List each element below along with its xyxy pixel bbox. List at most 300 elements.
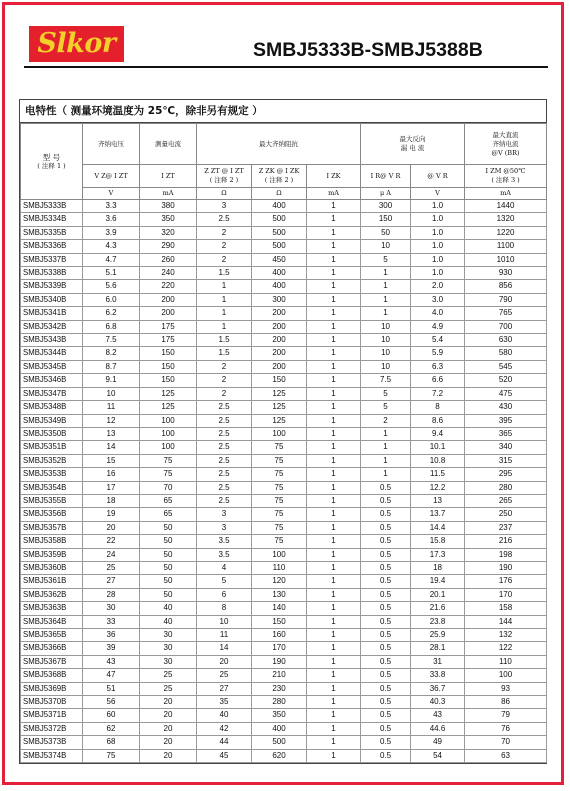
sub-zzk	[252, 165, 307, 188]
value-cell: 200	[252, 320, 307, 333]
table-row	[21, 561, 547, 574]
part-number-cell: SMBJ5372B	[21, 722, 83, 735]
value-cell: 1	[361, 307, 411, 320]
value-cell: 580	[465, 347, 547, 360]
value-cell: 11.5	[411, 468, 465, 481]
part-number-cell: SMBJ5356B	[21, 508, 83, 521]
table-row	[21, 401, 547, 414]
value-cell: 765	[465, 307, 547, 320]
value-cell: 19	[83, 508, 140, 521]
value-cell: 1	[307, 226, 361, 239]
value-cell: 70	[465, 736, 547, 749]
group-max-impedance: 最大齐纳阻抗	[197, 124, 361, 165]
value-cell: 0.5	[361, 655, 411, 668]
value-cell: 3.5	[197, 535, 252, 548]
part-number-cell: SMBJ5340B	[21, 293, 83, 306]
value-cell: 1100	[465, 240, 547, 253]
sub-zzt	[197, 165, 252, 188]
value-cell: 198	[465, 548, 547, 561]
value-cell: 0.5	[361, 709, 411, 722]
value-cell: 630	[465, 334, 547, 347]
value-cell: 5.9	[411, 347, 465, 360]
value-cell: 65	[140, 508, 197, 521]
value-cell: 2.5	[197, 454, 252, 467]
value-cell: 2.5	[197, 494, 252, 507]
value-cell: 365	[465, 427, 547, 440]
value-cell: 1.0	[411, 267, 465, 280]
value-cell: 132	[465, 629, 547, 642]
value-cell: 0.5	[361, 722, 411, 735]
value-cell: 125	[252, 401, 307, 414]
value-cell: 2	[197, 253, 252, 266]
value-cell: 75	[83, 749, 140, 762]
part-number-cell: SMBJ5361B	[21, 575, 83, 588]
value-cell: 63	[465, 749, 547, 762]
value-cell: 13	[411, 494, 465, 507]
value-cell: 1	[307, 307, 361, 320]
part-number-cell: SMBJ5333B	[21, 200, 83, 213]
value-cell: 1	[307, 722, 361, 735]
value-cell: 216	[465, 535, 547, 548]
group-leakage-line2: 漏 电 流	[400, 144, 425, 152]
value-cell: 350	[140, 213, 197, 226]
value-cell: 1.0	[411, 253, 465, 266]
table-row	[21, 642, 547, 655]
value-cell: 75	[252, 494, 307, 507]
value-cell: 10	[361, 240, 411, 253]
table-row	[21, 427, 547, 440]
value-cell: 2	[197, 374, 252, 387]
col-type-label: 型 号	[42, 152, 61, 162]
group-surge	[465, 124, 547, 165]
unit-izm: mA	[465, 188, 547, 200]
table-row	[21, 494, 547, 507]
value-cell: 450	[252, 253, 307, 266]
value-cell: 75	[252, 508, 307, 521]
value-cell: 6.6	[411, 374, 465, 387]
value-cell: 25	[197, 669, 252, 682]
value-cell: 4.9	[411, 320, 465, 333]
value-cell: 200	[140, 307, 197, 320]
value-cell: 70	[140, 481, 197, 494]
value-cell: 22	[83, 535, 140, 548]
value-cell: 0.5	[361, 508, 411, 521]
value-cell: 60	[83, 709, 140, 722]
value-cell: 100	[140, 441, 197, 454]
table-row	[21, 736, 547, 749]
value-cell: 1.5	[197, 267, 252, 280]
value-cell: 28.1	[411, 642, 465, 655]
part-number-cell: SMBJ5359B	[21, 548, 83, 561]
value-cell: 30	[140, 629, 197, 642]
value-cell: 10	[361, 360, 411, 373]
value-cell: 930	[465, 267, 547, 280]
value-cell: 1	[307, 454, 361, 467]
value-cell: 7.5	[361, 374, 411, 387]
value-cell: 1	[307, 280, 361, 293]
value-cell: 1	[307, 629, 361, 642]
value-cell: 190	[252, 655, 307, 668]
part-number-cell: SMBJ5371B	[21, 709, 83, 722]
value-cell: 1	[307, 615, 361, 628]
value-cell: 0.5	[361, 749, 411, 762]
value-cell: 2.5	[197, 414, 252, 427]
part-number-cell: SMBJ5360B	[21, 561, 83, 574]
group-surge-line2: 齐纳电流	[492, 139, 519, 148]
value-cell: 0.5	[361, 602, 411, 615]
value-cell: 13	[83, 427, 140, 440]
value-cell: 1440	[465, 200, 547, 213]
table-row	[21, 696, 547, 709]
value-cell: 6.8	[83, 320, 140, 333]
value-cell: 6	[197, 588, 252, 601]
value-cell: 150	[252, 615, 307, 628]
value-cell: 20.1	[411, 588, 465, 601]
value-cell: 1	[307, 347, 361, 360]
value-cell: 160	[252, 629, 307, 642]
table-row	[21, 240, 547, 253]
value-cell: 3	[197, 508, 252, 521]
value-cell: 54	[411, 749, 465, 762]
value-cell: 400	[252, 267, 307, 280]
value-cell: 1	[361, 267, 411, 280]
unit-ir: μ A	[361, 188, 411, 200]
value-cell: 1	[307, 736, 361, 749]
table-row	[21, 722, 547, 735]
value-cell: 31	[411, 655, 465, 668]
value-cell: 43	[411, 709, 465, 722]
sub-zzk-label: Z ZK @ I ZK	[258, 167, 300, 175]
value-cell: 1.0	[411, 200, 465, 213]
part-number-cell: SMBJ5354B	[21, 481, 83, 494]
part-number-cell: SMBJ5366B	[21, 642, 83, 655]
value-cell: 1	[307, 655, 361, 668]
value-cell: 0.5	[361, 561, 411, 574]
value-cell: 25	[83, 561, 140, 574]
value-cell: 1	[197, 320, 252, 333]
value-cell: 20	[140, 722, 197, 735]
value-cell: 200	[140, 293, 197, 306]
value-cell: 130	[252, 588, 307, 601]
value-cell: 2.5	[197, 481, 252, 494]
value-cell: 6.0	[83, 293, 140, 306]
value-cell: 350	[252, 709, 307, 722]
part-number-cell: SMBJ5350B	[21, 427, 83, 440]
table-caption: 电特性（ 测量环境温度为 25℃，除非另有规定 ）	[20, 100, 546, 123]
value-cell: 4.3	[83, 240, 140, 253]
value-cell: 100	[252, 427, 307, 440]
part-number-cell: SMBJ5348B	[21, 401, 83, 414]
value-cell: 1	[307, 374, 361, 387]
sub-izt: I ZT	[140, 165, 197, 188]
value-cell: 33	[83, 615, 140, 628]
table-row	[21, 226, 547, 239]
value-cell: 0.5	[361, 494, 411, 507]
group-test-current: 测量电流	[140, 124, 197, 165]
value-cell: 16	[83, 468, 140, 481]
value-cell: 2	[197, 360, 252, 373]
part-number-cell: SMBJ5335B	[21, 226, 83, 239]
document-title: SMBJ5333B-SMBJ5388B	[253, 39, 483, 61]
part-number-cell: SMBJ5369B	[21, 682, 83, 695]
value-cell: 36.7	[411, 682, 465, 695]
value-cell: 3.3	[83, 200, 140, 213]
value-cell: 6.2	[83, 307, 140, 320]
value-cell: 2	[197, 240, 252, 253]
value-cell: 280	[465, 481, 547, 494]
value-cell: 0.5	[361, 669, 411, 682]
value-cell: 175	[140, 320, 197, 333]
value-cell: 65	[140, 494, 197, 507]
value-cell: 2.5	[197, 401, 252, 414]
table-row	[21, 374, 547, 387]
value-cell: 50	[361, 226, 411, 239]
value-cell: 56	[83, 696, 140, 709]
table-row	[21, 481, 547, 494]
value-cell: 1	[307, 588, 361, 601]
value-cell: 2	[361, 414, 411, 427]
value-cell: 2.0	[411, 280, 465, 293]
part-number-cell: SMBJ5334B	[21, 213, 83, 226]
unit-izt: mA	[140, 188, 197, 200]
value-cell: 18	[83, 494, 140, 507]
value-cell: 240	[140, 267, 197, 280]
table-row	[21, 615, 547, 628]
value-cell: 1	[307, 213, 361, 226]
value-cell: 176	[465, 575, 547, 588]
part-number-cell: SMBJ5365B	[21, 629, 83, 642]
table-row	[21, 200, 547, 213]
value-cell: 3.0	[411, 293, 465, 306]
value-cell: 220	[140, 280, 197, 293]
value-cell: 1	[307, 387, 361, 400]
value-cell: 17	[83, 481, 140, 494]
part-number-cell: SMBJ5346B	[21, 374, 83, 387]
value-cell: 5.1	[83, 267, 140, 280]
value-cell: 1	[307, 320, 361, 333]
table-row	[21, 267, 547, 280]
value-cell: 8.7	[83, 360, 140, 373]
value-cell: 10	[361, 320, 411, 333]
value-cell: 75	[140, 454, 197, 467]
value-cell: 23.8	[411, 615, 465, 628]
value-cell: 120	[252, 575, 307, 588]
sub-izm-label: I ZM @50℃	[485, 167, 526, 175]
part-number-cell: SMBJ5344B	[21, 347, 83, 360]
part-number-cell: SMBJ5349B	[21, 414, 83, 427]
value-cell: 25	[140, 682, 197, 695]
value-cell: 10	[361, 347, 411, 360]
value-cell: 44	[197, 736, 252, 749]
value-cell: 40	[140, 602, 197, 615]
value-cell: 200	[252, 360, 307, 373]
value-cell: 520	[465, 374, 547, 387]
value-cell: 0.5	[361, 696, 411, 709]
value-cell: 27	[83, 575, 140, 588]
value-cell: 2.5	[197, 441, 252, 454]
value-cell: 20	[140, 696, 197, 709]
group-surge-line1: 最大直流	[492, 130, 519, 139]
value-cell: 93	[465, 682, 547, 695]
value-cell: 8.6	[411, 414, 465, 427]
value-cell: 1	[307, 602, 361, 615]
unit-zzt: Ω	[197, 188, 252, 200]
value-cell: 8	[411, 401, 465, 414]
group-leakage	[361, 124, 465, 165]
value-cell: 51	[83, 682, 140, 695]
value-cell: 25.9	[411, 629, 465, 642]
value-cell: 1	[307, 293, 361, 306]
value-cell: 14	[83, 441, 140, 454]
table-row	[21, 602, 547, 615]
value-cell: 35	[197, 696, 252, 709]
value-cell: 1	[307, 334, 361, 347]
value-cell: 47	[83, 669, 140, 682]
unit-vz: V	[83, 188, 140, 200]
part-number-cell: SMBJ5355B	[21, 494, 83, 507]
value-cell: 395	[465, 414, 547, 427]
title-rule	[24, 66, 548, 68]
value-cell: 17.3	[411, 548, 465, 561]
value-cell: 20	[197, 655, 252, 668]
value-cell: 620	[252, 749, 307, 762]
value-cell: 125	[252, 414, 307, 427]
value-cell: 1	[307, 749, 361, 762]
value-cell: 1.0	[411, 213, 465, 226]
value-cell: 1.5	[197, 347, 252, 360]
value-cell: 200	[252, 307, 307, 320]
value-cell: 13.7	[411, 508, 465, 521]
value-cell: 6.3	[411, 360, 465, 373]
brand-logo: Slkor	[29, 26, 124, 62]
value-cell: 856	[465, 280, 547, 293]
value-cell: 1.5	[197, 334, 252, 347]
value-cell: 3.5	[197, 548, 252, 561]
value-cell: 50	[140, 521, 197, 534]
value-cell: 30	[140, 642, 197, 655]
value-cell: 12.2	[411, 481, 465, 494]
value-cell: 100	[140, 414, 197, 427]
value-cell: 315	[465, 454, 547, 467]
value-cell: 2	[197, 226, 252, 239]
table-row	[21, 307, 547, 320]
value-cell: 265	[465, 494, 547, 507]
value-cell: 1	[361, 441, 411, 454]
value-cell: 75	[252, 468, 307, 481]
table-row	[21, 548, 547, 561]
value-cell: 50	[140, 548, 197, 561]
table-row	[21, 454, 547, 467]
value-cell: 10.1	[411, 441, 465, 454]
value-cell: 1	[307, 427, 361, 440]
part-number-cell: SMBJ5351B	[21, 441, 83, 454]
value-cell: 14	[197, 642, 252, 655]
value-cell: 340	[465, 441, 547, 454]
value-cell: 15.8	[411, 535, 465, 548]
value-cell: 10	[197, 615, 252, 628]
value-cell: 500	[252, 213, 307, 226]
value-cell: 62	[83, 722, 140, 735]
value-cell: 100	[252, 548, 307, 561]
sub-izm	[465, 165, 547, 188]
value-cell: 380	[140, 200, 197, 213]
value-cell: 110	[465, 655, 547, 668]
value-cell: 10	[361, 334, 411, 347]
value-cell: 125	[140, 387, 197, 400]
value-cell: 1	[307, 253, 361, 266]
value-cell: 30	[140, 655, 197, 668]
value-cell: 12	[83, 414, 140, 427]
value-cell: 1	[307, 200, 361, 213]
value-cell: 237	[465, 521, 547, 534]
value-cell: 11	[83, 401, 140, 414]
value-cell: 0.5	[361, 682, 411, 695]
value-cell: 1	[307, 360, 361, 373]
value-cell: 15	[83, 454, 140, 467]
value-cell: 400	[252, 722, 307, 735]
value-cell: 500	[252, 226, 307, 239]
value-cell: 150	[140, 374, 197, 387]
value-cell: 1.0	[411, 226, 465, 239]
part-number-cell: SMBJ5368B	[21, 669, 83, 682]
value-cell: 545	[465, 360, 547, 373]
value-cell: 14.4	[411, 521, 465, 534]
value-cell: 150	[252, 374, 307, 387]
sub-vz: V Z@ I ZT	[83, 165, 140, 188]
value-cell: 3	[197, 521, 252, 534]
value-cell: 790	[465, 293, 547, 306]
value-cell: 200	[252, 334, 307, 347]
value-cell: 230	[252, 682, 307, 695]
table-row	[21, 629, 547, 642]
value-cell: 5.6	[83, 280, 140, 293]
value-cell: 1010	[465, 253, 547, 266]
value-cell: 75	[252, 535, 307, 548]
value-cell: 0.5	[361, 629, 411, 642]
table-row	[21, 334, 547, 347]
value-cell: 86	[465, 696, 547, 709]
value-cell: 1	[307, 548, 361, 561]
sub-ir: I R@ V R	[361, 165, 411, 188]
spec-table	[20, 123, 547, 763]
value-cell: 24	[83, 548, 140, 561]
table-row	[21, 749, 547, 762]
part-number-cell: SMBJ5345B	[21, 360, 83, 373]
value-cell: 190	[465, 561, 547, 574]
value-cell: 10.8	[411, 454, 465, 467]
value-cell: 1	[307, 682, 361, 695]
value-cell: 295	[465, 468, 547, 481]
part-number-cell: SMBJ5357B	[21, 521, 83, 534]
value-cell: 18	[411, 561, 465, 574]
value-cell: 44.6	[411, 722, 465, 735]
value-cell: 9.1	[83, 374, 140, 387]
value-cell: 0.5	[361, 615, 411, 628]
part-number-cell: SMBJ5342B	[21, 320, 83, 333]
value-cell: 0.5	[361, 481, 411, 494]
table-row	[21, 414, 547, 427]
value-cell: 170	[252, 642, 307, 655]
value-cell: 5.4	[411, 334, 465, 347]
value-cell: 10	[83, 387, 140, 400]
value-cell: 400	[252, 200, 307, 213]
table-row	[21, 360, 547, 373]
value-cell: 122	[465, 642, 547, 655]
table-row	[21, 293, 547, 306]
value-cell: 50	[140, 535, 197, 548]
value-cell: 45	[197, 749, 252, 762]
value-cell: 50	[140, 588, 197, 601]
